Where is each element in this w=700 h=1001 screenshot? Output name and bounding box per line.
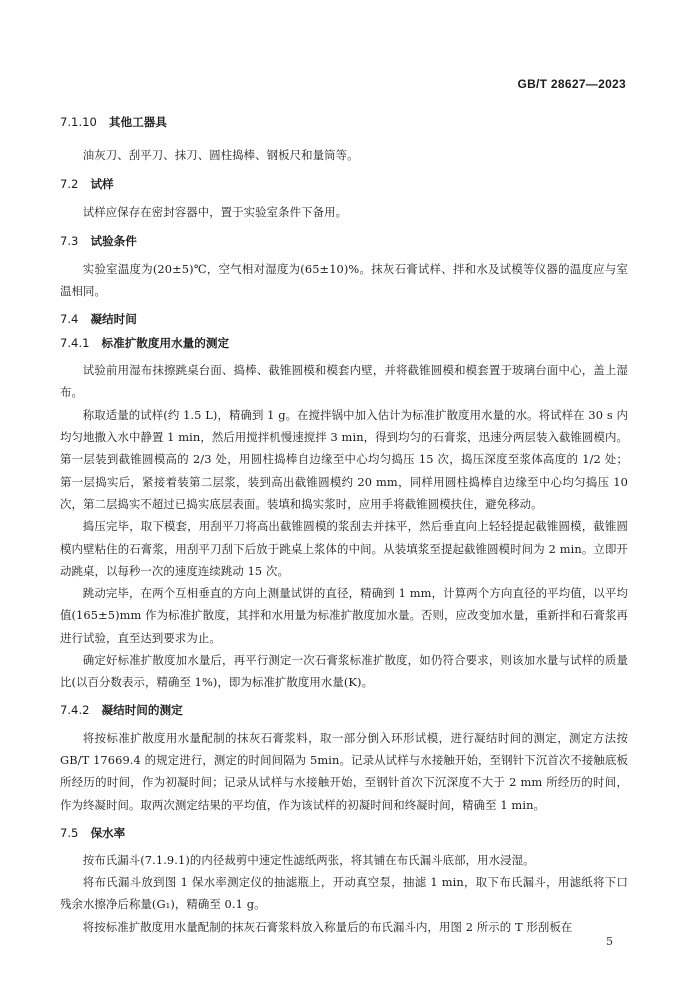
heading-7-3 [60,231,628,251]
heading-7-1-10 [60,112,628,132]
heading-7-5 [60,823,628,843]
heading-title: 试样 [90,177,114,192]
heading-title: 标准扩散度用水量的测定 [101,336,230,351]
heading-number: 7.2 [60,177,79,192]
heading-number: 7.4.2 [60,702,90,717]
standard-number: GB/T 28627—2023 [517,77,626,91]
paragraph: 实验室温度为(20±5)℃，空气相对湿度为(65±10)%。抹灰石膏试样、拌和水及试模等仪器的温度应与室温相同。 [60,261,628,298]
page-number: 5 [606,935,613,948]
page-content [60,112,628,938]
paragraph: 跳动完毕，在两个互相垂直的方向上测量试饼的直径，精确到 1 mm，计算两个方向直径的平均值，以平均值(165±5)mm 作为标准扩散度，其拌和水用量为标准扩散度加水量。否则，应改变加水量，重新拌和石膏浆再进行试验，直至达到要求为止。 [60,586,628,645]
heading-7-4 [60,309,628,329]
heading-number: 7.4 [60,312,79,327]
paragraph: 称取适量的试样(约 1.5 L)，精确到 1 g。在搅拌锅中加入估计为标准扩散度用水量的水。将试样在 30 s 内均匀地撒入水中静置 1 min，然后用搅拌机慢速搅拌 3 min，得到均匀的石膏浆，迅速分两层装入截锥圆模内。第一层装到截锥圆模高的 2/3 处，用圆柱捣棒自边缘至中心均匀捣压 15 次，捣压深度至浆体高度的 1/2 处；第一层捣实后，紧接着装第二层浆，装到高出截锥圆模约 20 mm，同样用圆柱捣棒自边缘至中心均匀捣压 10 次，第二层捣实不超过已捣实底层表面。装填和捣实浆时，应用手将截锥圆模扶住，避免移动。 [60,407,628,511]
paragraph: 确定好标准扩散度加水量后，再平行测定一次石膏浆标准扩散度，如仍符合要求，则该加水量与试样的质量比(以百分数表示，精确至 1%)，即为标准扩散度用水量(K)。 [60,653,628,690]
paragraph: 按布氏漏斗(7.1.9.1)的内径裁剪中速定性滤纸两张，将其铺在布氏漏斗底部，用水浸湿。 [82,852,535,867]
heading-number: 7.3 [60,233,79,248]
heading-number: 7.4.1 [60,336,90,351]
paragraph: 试验前用湿布抹擦跳桌台面、捣棒、截锥圆模和模套内壁，并将截锥圆模和模套置于玻璃台面中心，盖上湿布。 [60,363,628,400]
paragraph: 将按标准扩散度用水量配制的抹灰石膏浆料放入称量后的布氏漏斗内，用图 2 所示的 T 形刮板在 [82,919,573,934]
paragraph: 将按标准扩散度用水量配制的抹灰石膏浆料，取一部分倒入环形试模，进行凝结时间的测定，测定方法按 GB/T 17669.4 的规定进行，测定的时间间隔为 5min。记录从试样与水接触开始，至钢针下沉首次不接触底板所经历的时间，作为初凝时间；记录从试样与水接触开始，至钢针首次下沉深度不大于 2 mm 所经历的时间，作为终凝时间。取两次测定结果的平均值，作为该试样的初凝时间和终凝时间，精确至 1 min。 [60,730,628,812]
heading-number: 7.5 [60,825,79,840]
paragraph: 油灰刀、刮平刀、抹刀、圆柱捣棒、钢板尺和量筒等。 [82,148,359,162]
heading-title: 其他工器具 [108,115,167,129]
heading-title: 凝结时间的测定 [101,702,183,717]
heading-number: 7.1.10 [60,115,97,129]
paragraph: 试样应保存在密封容器中，置于实验室条件下备用。 [82,205,348,220]
paragraph: 捣压完毕，取下模套，用刮平刀将高出截锥圆模的浆刮去并抹平，然后垂直向上轻轻提起截锥圆模，截锥圆模内壁粘住的石膏浆，用刮平刀刮下后放于跳桌上浆体的中间。从装填浆至提起截锥圆模时间为 2 min。立即开动跳桌，以每秒一次的速度连续跳动 15 次。 [60,519,628,578]
heading-7-2 [60,174,628,194]
heading-title: 凝结时间 [90,312,137,327]
paragraph: 将布氏漏斗放到图 1 保水率测定仪的抽滤瓶上，开动真空泵，抽滤 1 min，取下布氏漏斗，用滤纸将下口残余水擦净后称量(G₁)，精确至 0.1 g。 [60,875,628,912]
heading-title: 试验条件 [90,233,137,248]
heading-title: 保水率 [90,825,126,840]
heading-7-4-1 [60,333,628,353]
heading-7-4-2 [60,700,628,720]
